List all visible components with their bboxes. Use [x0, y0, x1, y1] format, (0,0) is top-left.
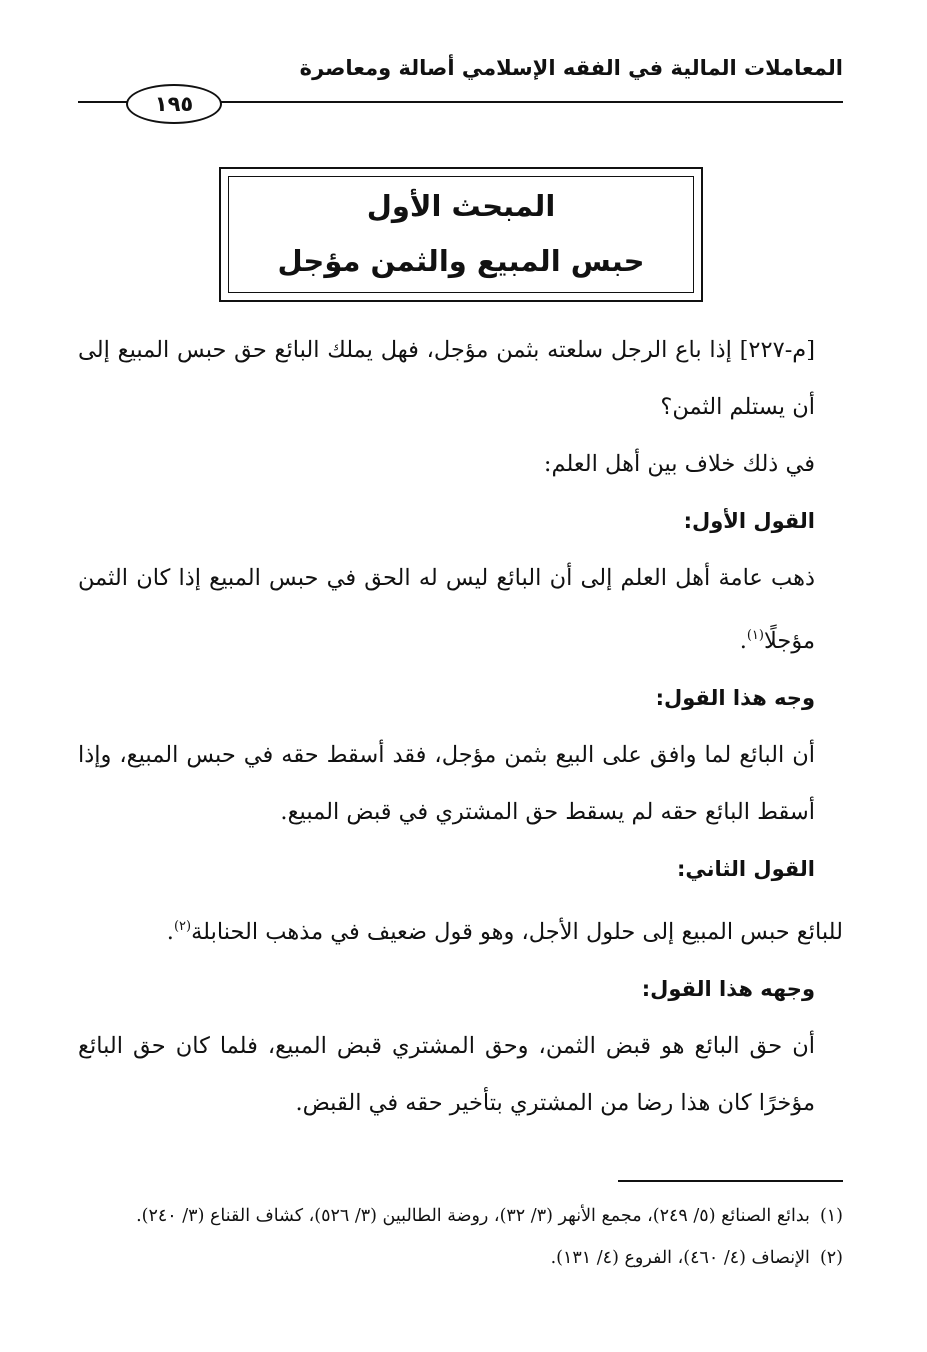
page-number: ١٩٥ — [126, 84, 222, 124]
paragraph-question: [م-٢٢٧] إذا باع الرجل سلعته بثمن مؤجل، فهل يملك البائع حق حبس المبيع إلى أن يستلم الثمن؟ — [78, 337, 815, 420]
running-title: المعاملات المالية في الفقه الإسلامي أصالة ومعاصرة — [299, 56, 843, 80]
section-title-box — [219, 167, 703, 302]
paragraph-first-opinion — [78, 550, 843, 670]
second-opinion-end: . — [166, 919, 174, 945]
heading-first-reason: وجه هذا القول: — [655, 686, 815, 710]
footnote-separator — [618, 1180, 843, 1182]
footnote-ref-1: (١) — [746, 628, 764, 643]
first-opinion-end: . — [739, 628, 747, 654]
section-subtitle: حبس المبيع والثمن مؤجل — [277, 244, 645, 278]
first-opinion-text: ذهب عامة أهل العلم إلى أن البائع ليس له الحق في حبس المبيع إذا كان الثمن مؤجلًا — [78, 565, 815, 654]
heading-second-opinion: القول الثاني: — [677, 857, 815, 881]
footnote-2 — [78, 1240, 843, 1276]
footnotes — [78, 1198, 843, 1276]
section-title: المبحث الأول — [366, 189, 556, 223]
footnote-ref-2: (٢) — [173, 919, 192, 934]
paragraph-intro: في ذلك خلاف بين أهل العلم: — [543, 451, 815, 477]
heading-second-reason: وجهه هذا القول: — [641, 977, 815, 1001]
body-text — [78, 322, 843, 1132]
footnote-number: (٢) — [819, 1248, 843, 1268]
footnote-1 — [78, 1198, 843, 1234]
second-opinion-text: للبائع حبس المبيع إلى حلول الأجل، وهو قول ضعيف في مذهب الحنابلة — [191, 919, 843, 945]
heading-first-opinion: القول الأول: — [683, 509, 815, 533]
footnote-number: (١) — [819, 1206, 843, 1226]
footnote-text: الإنصاف (٤/ ٤٦٠)، الفروع (٤/ ١٣١). — [550, 1248, 810, 1268]
footnote-text: بدائع الصنائع (٥/ ٢٤٩)، مجمع الأنهر (٣/ ٣٢)، روضة الطالبين (٣/ ٥٢٦)، كشاف القناع (٣/ ٢٤٠). — [136, 1206, 810, 1226]
paragraph-first-reason: أن البائع لما وافق على البيع بثمن مؤجل، فقد أسقط حقه في حبس المبيع، وإذا أسقط البائع حقه لم يسقط حق المشتري في قبض المبيع. — [78, 742, 815, 825]
paragraph-second-opinion — [78, 898, 843, 961]
paragraph-second-reason: أن حق البائع هو قبض الثمن، وحق المشتري قبض المبيع، فلما كان حق البائع مؤخرًا كان هذا رضا من المشتري بتأخير حقه في القبض. — [78, 1033, 815, 1116]
